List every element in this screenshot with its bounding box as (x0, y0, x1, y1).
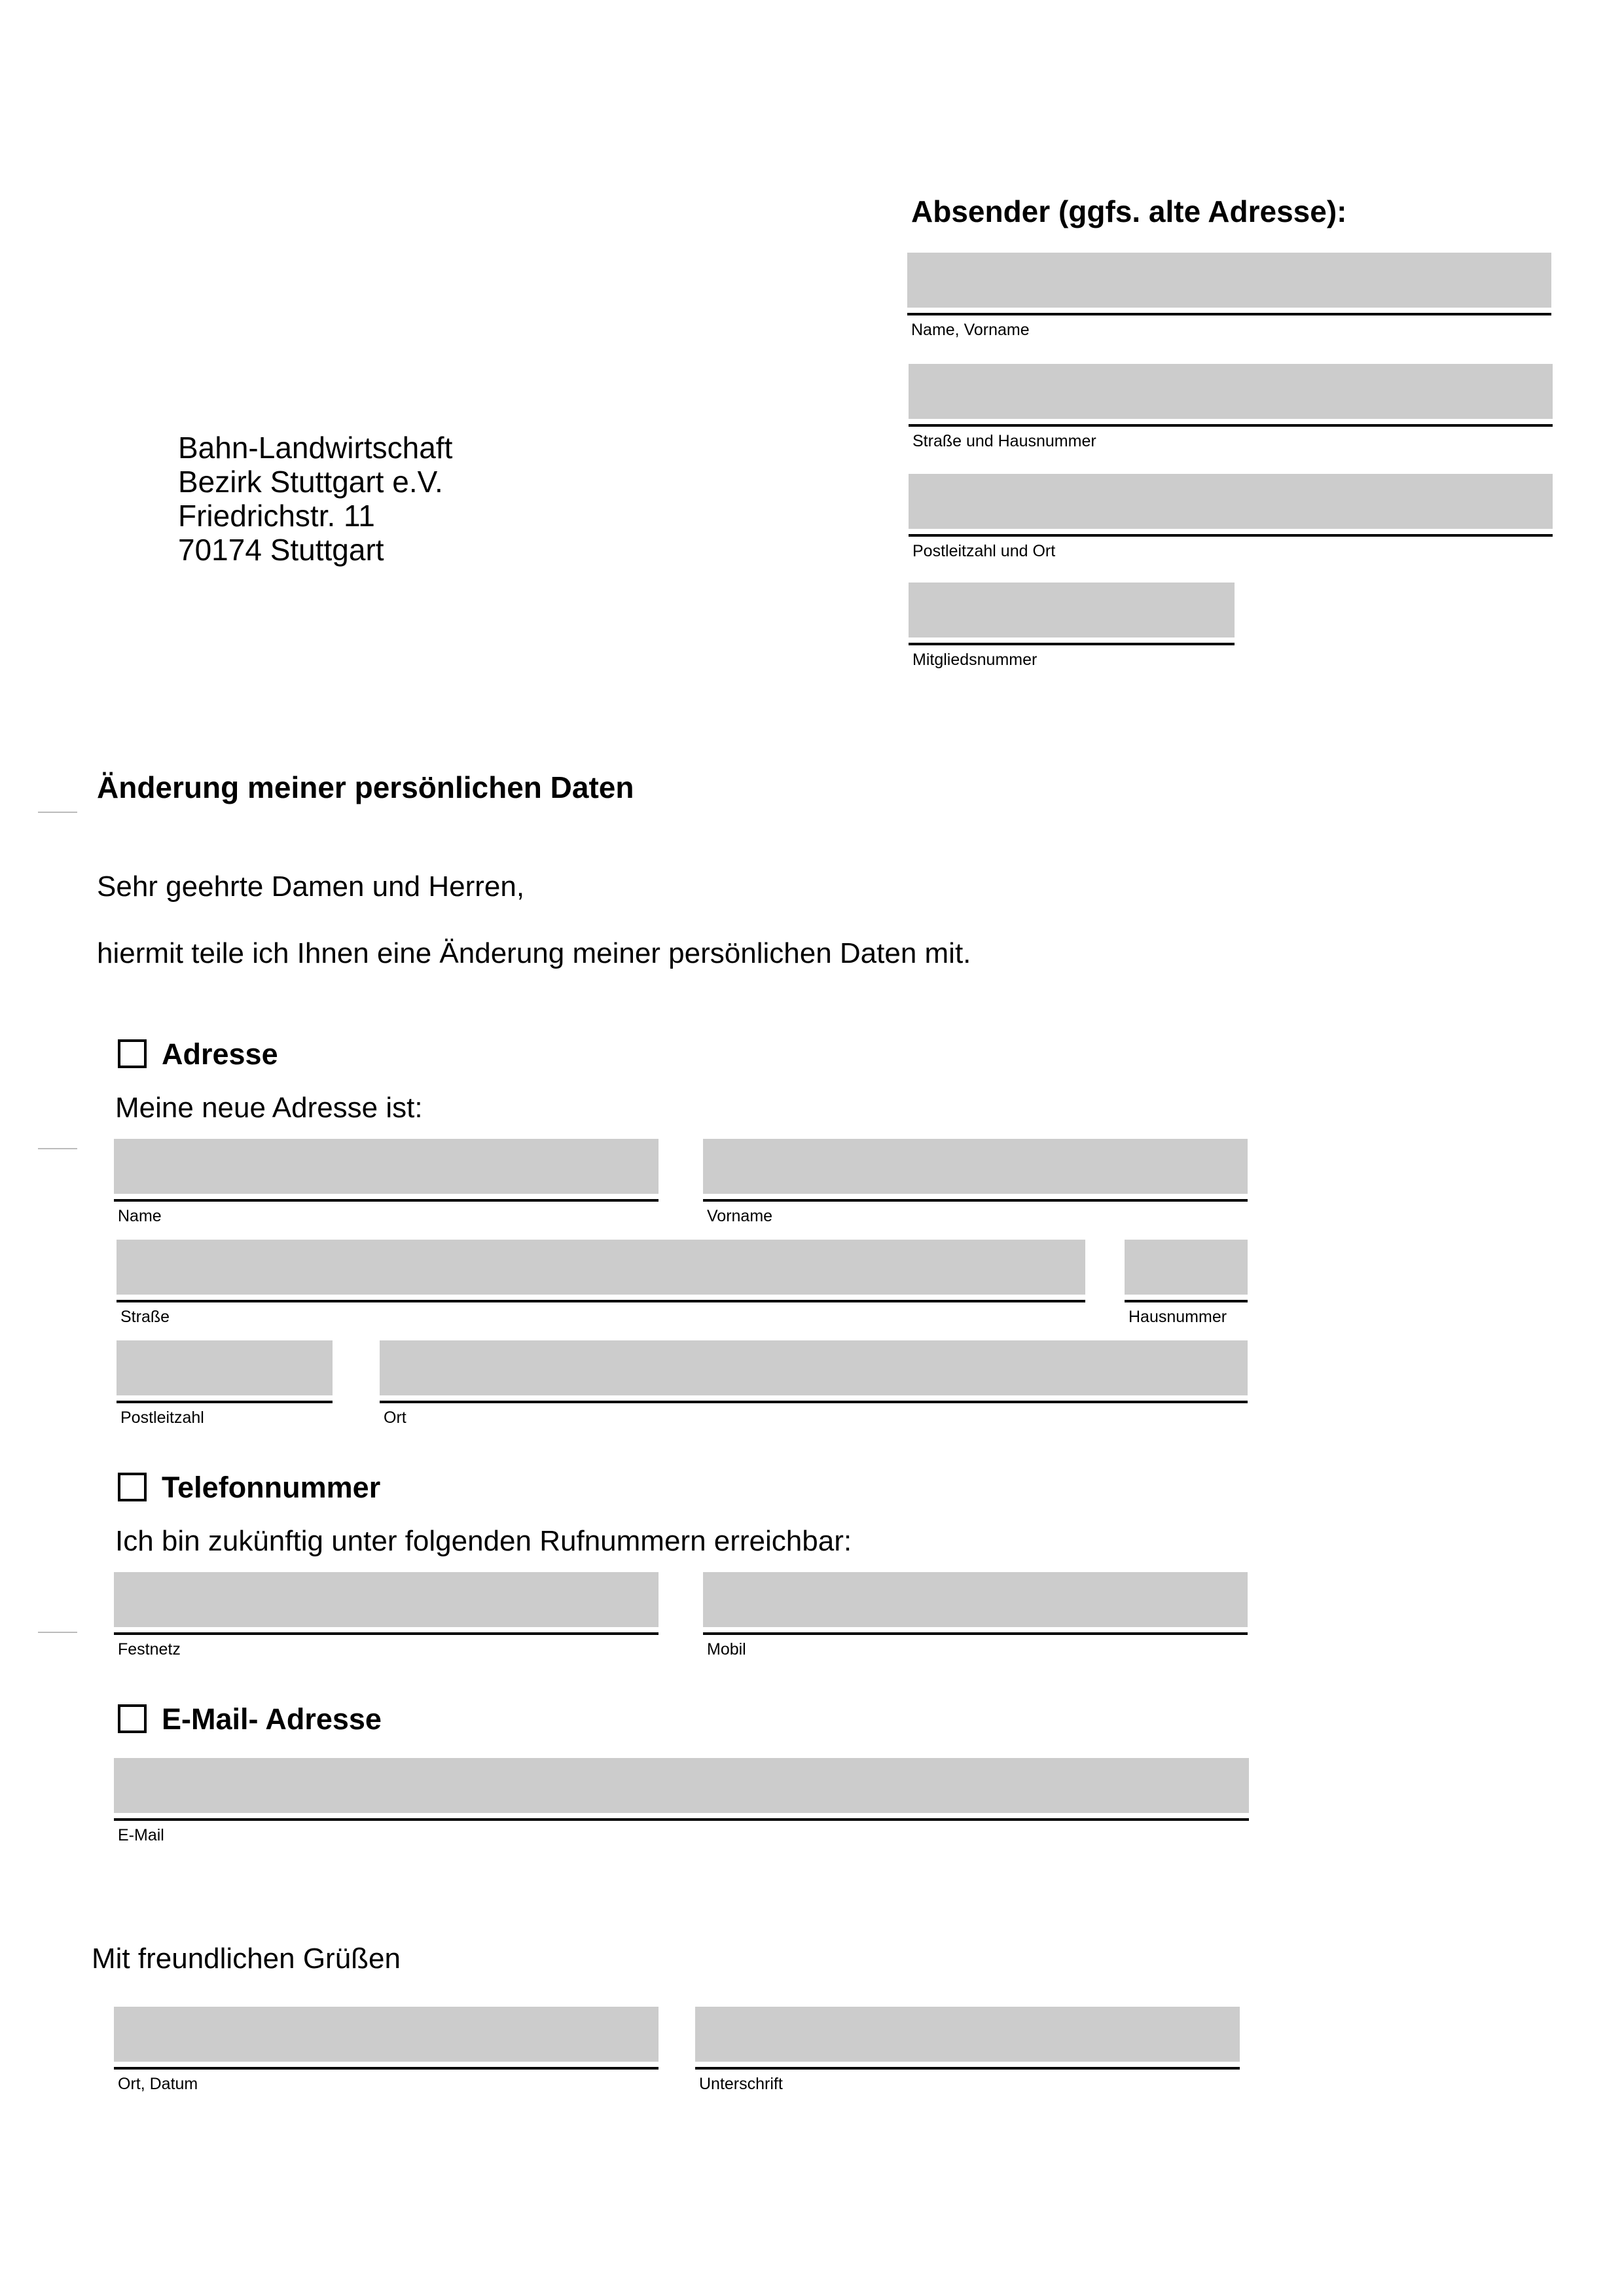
email-input[interactable] (114, 1758, 1249, 1813)
festnetz-input[interactable] (114, 1572, 659, 1627)
recipient-line: Bahn-Landwirtschaft (178, 431, 453, 465)
fold-mark-middle (38, 1148, 77, 1149)
address-section-text: Meine neue Adresse ist: (115, 1092, 423, 1124)
new-housenumber-input[interactable] (1125, 1240, 1248, 1295)
new-vorname-label: Vorname (707, 1207, 773, 1225)
field-underline (695, 2067, 1240, 2070)
mobil-input[interactable] (703, 1572, 1248, 1627)
sender-street-label: Straße und Hausnummer (912, 432, 1096, 450)
email-label: E-Mail (118, 1826, 164, 1844)
email-section-title: E-Mail- Adresse (162, 1702, 382, 1736)
phone-section-title: Telefonnummer (162, 1471, 381, 1504)
field-underline (114, 1818, 1249, 1821)
field-underline (907, 313, 1551, 315)
field-underline (117, 1401, 333, 1403)
closing-text: Mit freundlichen Grüßen (92, 1943, 401, 1975)
field-underline (703, 1199, 1248, 1202)
mobil-label: Mobil (707, 1640, 746, 1659)
new-vorname-input[interactable] (703, 1139, 1248, 1194)
new-name-label: Name (118, 1207, 162, 1225)
new-ort-input[interactable] (380, 1340, 1248, 1395)
fold-mark-bottom (38, 1632, 77, 1633)
field-underline (114, 2067, 659, 2070)
recipient-line: 70174 Stuttgart (178, 533, 384, 567)
intro-text: hiermit teile ich Ihnen eine Änderung meiner persönlichen Daten mit. (97, 937, 971, 969)
sender-name-label: Name, Vorname (911, 321, 1030, 339)
new-housenumber-label: Hausnummer (1128, 1308, 1227, 1326)
new-plz-label: Postleitzahl (120, 1408, 204, 1427)
recipient-line: Bezirk Stuttgart e.V. (178, 465, 443, 499)
field-underline (114, 1199, 659, 1202)
ort-datum-input[interactable] (114, 2007, 659, 2062)
phone-checbox[interactable] (118, 1473, 147, 1501)
ort-datum-label: Ort, Datum (118, 2075, 198, 2093)
sender-street-input[interactable] (909, 364, 1553, 419)
signature-input[interactable] (695, 2007, 1240, 2062)
sender-member-input[interactable] (909, 583, 1235, 637)
new-street-input[interactable] (117, 1240, 1085, 1295)
field-underline (117, 1300, 1085, 1302)
new-ort-label: Ort (384, 1408, 406, 1427)
field-underline (380, 1401, 1248, 1403)
recipient-line: Friedrichstr. 11 (178, 499, 375, 533)
email-checkbox[interactable] (118, 1704, 147, 1733)
recipient-address (178, 431, 452, 567)
sender-member-label: Mitgliedsnummer (912, 651, 1038, 669)
address-section-title: Adresse (162, 1037, 278, 1071)
new-street-label: Straße (120, 1308, 170, 1326)
sender-city-label: Postleitzahl und Ort (912, 542, 1056, 560)
field-underline (909, 424, 1553, 427)
address-checkbox[interactable] (118, 1039, 147, 1068)
salutation: Sehr geehrte Damen und Herren, (97, 870, 525, 903)
fold-mark-top (38, 812, 77, 813)
field-underline (114, 1632, 659, 1635)
sender-title: Absender (ggfs. alte Adresse): (911, 194, 1347, 228)
new-plz-input[interactable] (117, 1340, 333, 1395)
subject-heading: Änderung meiner persönlichen Daten (97, 770, 634, 804)
field-underline (703, 1632, 1248, 1635)
festnetz-label: Festnetz (118, 1640, 181, 1659)
signature-label: Unterschrift (699, 2075, 783, 2093)
sender-city-input[interactable] (909, 474, 1553, 529)
field-underline (1125, 1300, 1248, 1302)
new-name-input[interactable] (114, 1139, 659, 1194)
field-underline (909, 643, 1235, 645)
sender-name-input[interactable] (907, 253, 1551, 308)
phone-section-text: Ich bin zukünftig unter folgenden Rufnummern erreichbar: (115, 1525, 852, 1557)
field-underline (909, 534, 1553, 537)
